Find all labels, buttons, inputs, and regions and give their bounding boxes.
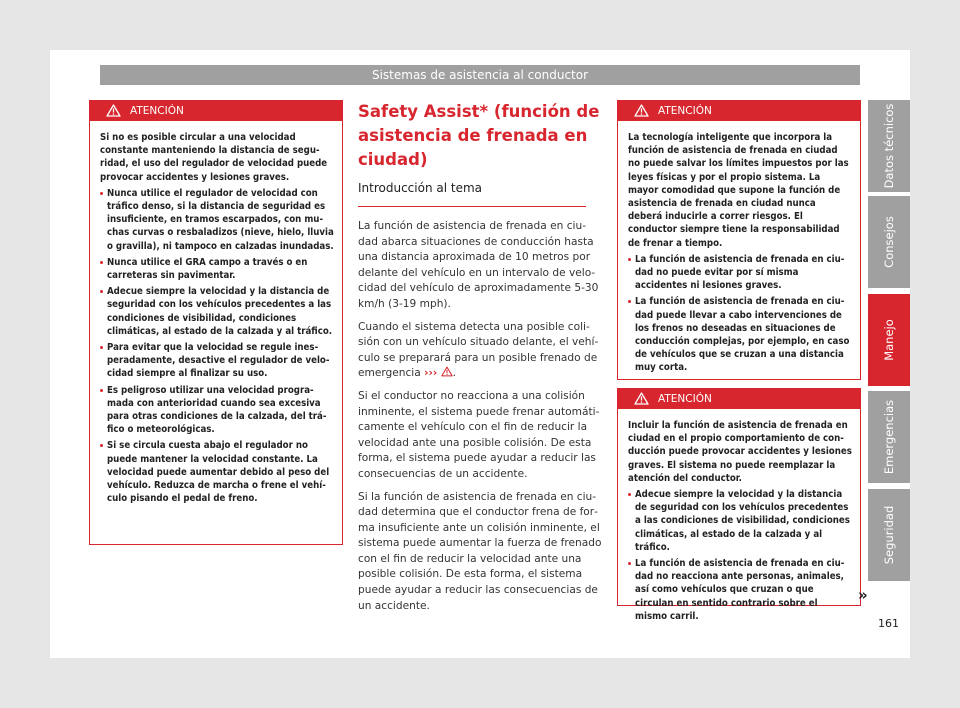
list-item: Para evitar que la velocidad se regule inesperadamente, desactive el regulador de velocidad siempre al finalizar su uso. [100,341,334,381]
tab-label: Seguridad [882,505,896,565]
page-number: 161 [878,617,899,630]
paragraph: Si el conductor no reacciona a una colisión inminente, el sistema puede frenar automáticamente el vehículo con el fin de reducir la velocidad ante una posible colisión. De esta forma, el sistema puede ayudar a reducir las consecuencias de un accidente. [358,389,600,480]
continue-marker: » [858,586,868,604]
list-item: Es peligroso utilizar una velocidad programada con anterioridad cuando sea excesiva para otras condiciones de la calzada, del tráfico o meteorológicas. [100,384,334,437]
list-item: La función de asistencia de frenada en ciudad no puede evitar por sí misma accidentes ni lesiones graves. [628,253,852,293]
warning-list [100,187,334,506]
warning-intro: Si no es posible circular a una velocidad constante manteniendo la distancia de seguridad, el uso del regulador de velocidad puede provocar accidentes y lesiones graves. [100,132,328,183]
tab-label: Emergencias [882,399,896,475]
warning-intro: Incluir la función de asistencia de frenada en ciudad en el propio comportamiento de conducción puede provocar accidentes y lesiones graves. El sistema no puede reemplazar la atención del conductor. [628,420,852,484]
warning-box-right-bottom [617,388,861,622]
warning-triangle-icon [634,392,649,405]
section-subtitle: Introducción al tema [358,181,483,195]
warning-triangle-icon[interactable] [441,366,453,377]
cross-reference-link[interactable]: ››› [424,367,438,380]
warning-triangle-icon [634,104,649,117]
warning-header [90,101,342,121]
warning-intro: La tecnología inteligente que incorpora la función de asistencia de frenada en ciudad no puede salvar los límites impuestos por las leyes físicas y por el propio sistema. La mayor comodidad que supone la función de asistencia de frenada en ciudad nunca deberá inducirle a correr riesgos. El conductor siempre tiene la responsabilidad de frenar a tiempo. [628,132,849,249]
warning-header [618,389,860,409]
list-item: Si se circula cuesta abajo el regulador no puede mantener la velocidad constante. La velocidad puede aumentar debido al peso del vehículo. Reduzca de marcha o frene el vehículo pisando el pedal de freno. [100,439,334,505]
list-item: Adecue siempre la velocidad y la distancia de seguridad con los vehículos precedentes a las condiciones de visibilidad, condiciones climáticas, al estado de la calzada y al tráfico. [100,285,334,338]
main-column [358,100,602,621]
tab-label: Datos técnicos [882,103,896,189]
warning-body [618,409,860,623]
tab-label: Consejos [882,216,896,268]
warning-body [618,121,860,375]
warning-box-right-top [617,100,861,380]
tab-emergencias[interactable] [868,391,910,483]
paragraph: La función de asistencia de frenada en ciudad abarca situaciones de conducción hasta una distancia aproximada de 10 metros por delante del vehículo en un intervalo de velocidad del vehículo de aproximadamente 5-30 km/h (3-19 mph). [358,220,599,310]
list-item: La función de asistencia de frenada en ciudad no reacciona ante personas, animales, así como vehículos que cruzan o que circulan en sentido contrario sobre el mismo carril. [628,557,852,623]
tab-seguridad[interactable] [868,489,910,581]
section-header: Sistemas de asistencia al conductor [100,65,860,85]
list-item: Adecue siempre la velocidad y la distancia de seguridad con los vehículos precedentes a las condiciones de visibilidad, condiciones climáticas, al estado de la calzada y al tráfico. [628,488,852,554]
warning-label: ATENCIÓN [130,105,184,117]
tab-consejos[interactable] [868,196,910,288]
warning-label: ATENCIÓN [658,105,712,117]
divider [358,206,586,207]
page-title: Safety Assist* (función de asistencia de frenada en ciudad) [358,102,600,169]
warning-list [628,253,852,375]
warning-box-left [89,100,343,545]
warning-label: ATENCIÓN [658,393,712,405]
warning-header [618,101,860,121]
paragraph-text: Cuando el sistema detecta una posible colisión con un vehículo situado delante, el vehículo se preparará para un posible frenado de emergencia [358,320,599,380]
list-item: La función de asistencia de frenada en ciudad puede llevar a cabo intervenciones de los frenos no deseadas en situaciones de conducción complejas, por ejemplo, en caso de vehículos que se cruzan a una distancia muy corta. [628,295,852,374]
warning-body [90,121,342,505]
list-item: Nunca utilice el GRA campo a través o en carreteras sin pavimentar. [100,256,334,282]
paragraph-with-ref: Cuando el sistema detecta una posible colisión con un vehículo situado delante, el vehículo se preparará para un posible frenado de emergencia ››› . [358,320,599,380]
list-item: Nunca utilice el regulador de velocidad con tráfico denso, si la distancia de seguridad es insuficiente, en tramos escarpados, con muchas curvas o resbaladizos (nieve, hielo, lluvia o gravilla), ni tampoco en calzadas inundadas. [100,187,334,253]
warning-triangle-icon [106,104,121,117]
tab-datos-tecnicos[interactable] [868,100,910,192]
warning-list [628,488,852,623]
tab-manejo[interactable] [868,294,910,386]
paragraph: Si la función de asistencia de frenada en ciudad determina que el conductor frena de forma insuficiente ante un colisión inminente, el sistema puede aumentar la fuerza de frenado con el fin de reducir la velocidad ante una posible colisión. De esta forma, el sistema puede ayudar a reducir las consecuencias de un accidente. [358,490,602,612]
tab-label: Manejo [882,319,896,361]
